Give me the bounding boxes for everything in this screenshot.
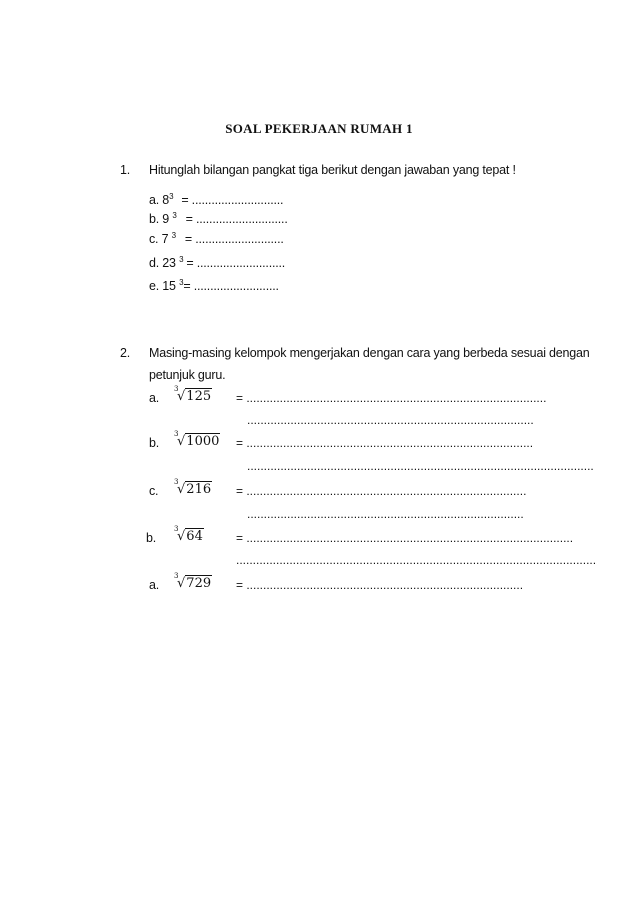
q2-item-2-cube-root: 3 √1000 bbox=[174, 430, 220, 449]
q2-item-5-cube-root: 3 √729 bbox=[174, 572, 212, 591]
q1-item-c-label: c. 7 bbox=[149, 232, 172, 246]
q2-item-2-radicand: 1000 bbox=[186, 434, 220, 449]
q2-item-3-label: c. bbox=[149, 484, 159, 498]
q1-item-c-answer: = ........................... bbox=[184, 232, 284, 246]
q2-item-2-label: b. bbox=[149, 436, 160, 450]
question-2-text-line1: Masing-masing kelompok mengerjakan dengan cara yang berbeda sesuai dengan bbox=[149, 346, 590, 360]
q2-item-1-answer-line1: = .......................................................................................... bbox=[236, 391, 547, 405]
q2-item-4-radicand: 64 bbox=[186, 529, 203, 544]
q2-item-3-answer-line1: = .................................................................................... bbox=[236, 484, 527, 498]
q2-item-4-cube-root: 3 √64 bbox=[174, 525, 203, 544]
q2-item-3-radicand: 216 bbox=[186, 482, 212, 497]
q1-item-a-exponent: 3 bbox=[169, 192, 174, 201]
q2-item-3-root-index: 3 bbox=[174, 478, 179, 486]
q2-item-4-answer-line2: ............................................................................................................ bbox=[236, 553, 597, 567]
q2-item-1-root-index: 3 bbox=[174, 385, 179, 393]
q2-item-2-answer-line1: = ...................................................................................... bbox=[236, 436, 534, 450]
question-2-number: 2. bbox=[120, 346, 131, 360]
q1-item-b-exponent: 3 bbox=[172, 211, 177, 220]
q2-item-1-cube-root: 3 √125 bbox=[174, 385, 212, 404]
q2-item-3-cube-root: 3 √216 bbox=[174, 478, 212, 497]
q1-item-e bbox=[149, 279, 279, 293]
q2-item-2-root-index: 3 bbox=[174, 430, 179, 438]
q1-item-c bbox=[149, 232, 284, 246]
q1-item-a bbox=[149, 193, 283, 207]
q2-item-4-root-index: 3 bbox=[174, 525, 179, 533]
q2-item-1-label: a. bbox=[149, 391, 160, 405]
question-1-text: Hitunglah bilangan pangkat tiga berikut dengan jawaban yang tepat ! bbox=[149, 163, 516, 177]
q1-item-e-label: e. 15 bbox=[149, 279, 180, 293]
q1-item-d-exponent: 3 bbox=[179, 255, 184, 264]
question-1-number: 1. bbox=[120, 163, 131, 177]
q2-item-5-answer-line1: = ................................................................................... bbox=[236, 578, 524, 592]
q1-item-a-answer: = ............................ bbox=[181, 193, 284, 207]
q1-item-b bbox=[149, 212, 288, 226]
q2-item-4-label: b. bbox=[146, 531, 157, 545]
q2-item-4-answer-line1: = .................................................................................................. bbox=[236, 531, 574, 545]
q2-item-2-answer-line2: ........................................................................................................ bbox=[247, 459, 594, 473]
q2-item-3-answer-line2: ................................................................................... bbox=[247, 507, 524, 521]
q1-item-c-exponent: 3 bbox=[171, 231, 176, 240]
q1-item-a-label: a. 8 bbox=[149, 193, 170, 207]
q1-item-b-answer: = ............................ bbox=[185, 212, 288, 226]
question-2-text-line2: petunjuk guru. bbox=[149, 368, 226, 382]
q1-item-e-answer: = .......................... bbox=[183, 279, 279, 293]
q2-item-1-radicand: 125 bbox=[186, 389, 212, 404]
q1-item-d bbox=[149, 256, 285, 270]
q1-item-d-label: d. 23 bbox=[149, 256, 180, 270]
q2-item-5-root-index: 3 bbox=[174, 572, 179, 580]
page-title: SOAL PEKERJAAN RUMAH 1 bbox=[225, 121, 413, 136]
q2-item-1-answer-line2: ...................................................................................... bbox=[247, 413, 534, 427]
q2-item-5-label: a. bbox=[149, 578, 160, 592]
q1-item-b-label: b. 9 bbox=[149, 212, 173, 226]
q2-item-5-radicand: 729 bbox=[186, 576, 212, 591]
q1-item-d-answer: = ........................... bbox=[186, 256, 286, 270]
q1-item-e-exponent: 3 bbox=[179, 278, 184, 287]
